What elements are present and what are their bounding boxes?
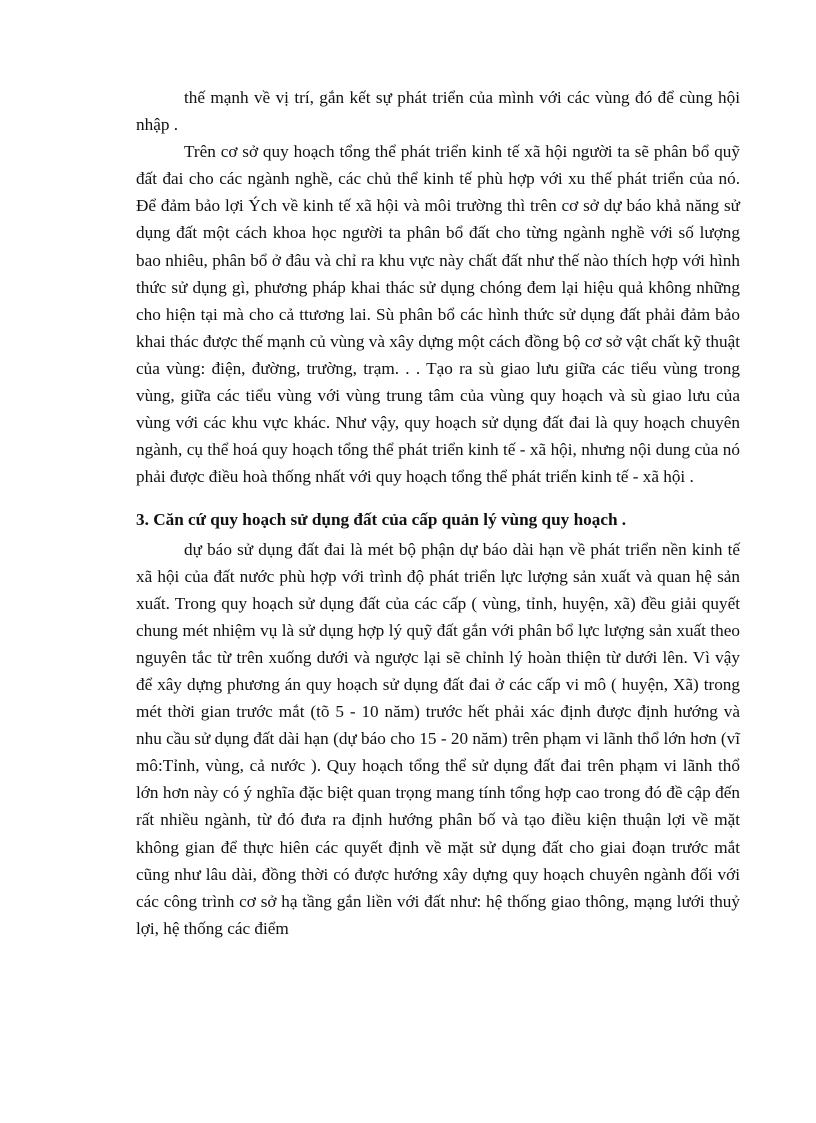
section-heading: 3. Căn cứ quy hoạch sử dụng đất của cấp quản lý vùng quy hoạch . (136, 510, 627, 530)
document-page (136, 84, 740, 942)
paragraph-continuation: thế mạnh về vị trí, gắn kết sự phát triển của mình với các vùng đó để cùng hội nhập . (136, 88, 740, 135)
paragraph-land-allocation: Trên cơ sở quy hoạch tổng thể phát triển kinh tế xã hội người ta sẽ phân bổ quỹ đất đai cho các ngành nghề, các chủ thể kinh tế phù hợp với xu thế phát triển của nó. Để đảm bảo lợi Ých về kinh tế xã hội và môi trường thì trên cơ sở dự báo khả năng sử dụng đất một cách khoa học người ta phân bổ đất cho từng ngành nghề với số lượng bao nhiêu, phân bổ ở đâu và chỉ ra khu vực này chất đất như thế nào thích hợp với hình thức sử dụng gì, phương pháp khai thác sử dụng chóng đem lại hiệu quả không những cho hiện tại mà cho cả ttương lai. Sù phân bổ các hình thức sử dụng đất phải đảm bảo khai thác được thế mạnh củ vùng và xây dựng một cách đồng bộ cơ sở vật chất kỹ thuật của vùng: điện, đường, trường, trạm. . . Tạo ra sù giao lưu giữa các tiểu vùng trong vùng, giữa các tiểu vùng với vùng trung tâm của vùng quy hoạch và sù giao lưu của vùng với các khu vực khác. Như vậy, quy hoạch sử dụng đất đai là quy hoạch chuyên ngành, cụ thể hoá quy hoạch tổng thể phát triển kinh tế - xã hội, nhưng nội dung của nó phải được điều hoà thống nhất với quy hoạch tổng thể phát triển kinh tế - xã hội . (136, 142, 740, 487)
paragraph-land-forecast: dự báo sử dụng đất đai là mét bộ phận dự báo dài hạn về phát triển nền kinh tế xã hội của đất nước phù hợp với trình độ phát triển lực lượng sản xuất và quan hệ sản xuất. Trong quy hoạch sử dụng đất của các cấp ( vùng, tỉnh, huyện, xã) đều giải quyết chung mét nhiệm vụ là sử dụng hợp lý quỹ đất gắn với phân bổ lực lượng sản xuất theo nguyên tắc từ trên xuống dưới và ngược lại sẽ chỉnh lý hoàn thiện từ dưới lên. Vì vậy để xây dựng phương án quy hoạch sử dụng đất đai ở các cấp vi mô ( huyện, Xã) trong mét thời gian trước mắt (tõ 5 - 10 năm) trước hết phải xác định được định hướng và nhu cầu sử dụng đất dài hạn (dự báo cho 15 - 20 năm) trên phạm vi lãnh thổ lớn hơn (vĩ mô:Tỉnh, vùng, cả nước ). Quy hoạch tổng thể sử dụng đất đai trên phạm vi lãnh thổ lớn hơn này có ý nghĩa đặc biệt quan trọng mang tính tổng hợp cao trong đó đề cập đến rất nhiều ngành, từ đó đưa ra định hướng phân bố và tạo điều kiện thuận lợi về mặt không gian để thực hiên các quyết định về mặt sử dụng đất cho giai đoạn trước mắt cũng như lâu dài, đồng thời có được hướng xây dựng quy hoạch chuyên ngành đối với các công trình cơ sở hạ tầng gắn liền với đất như: hệ thống giao thông, mạng lưới thuỷ lợi, hệ thống các điểm (136, 539, 740, 938)
